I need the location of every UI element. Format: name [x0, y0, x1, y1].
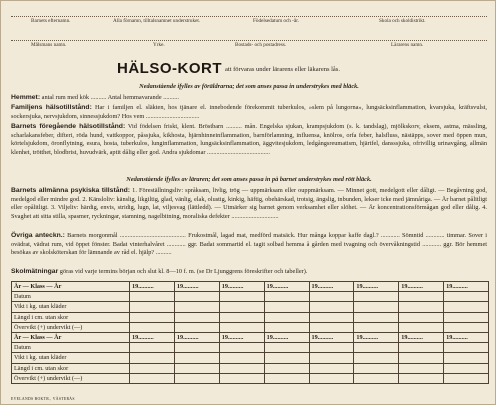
year-row-label: År — Klass — År — [12, 332, 130, 342]
header-line-1 — [11, 16, 487, 17]
family-health-section — [11, 104, 487, 121]
year-cell[interactable]: 19.......... — [264, 282, 309, 292]
year-cell[interactable]: 19.......... — [130, 282, 175, 292]
school-measurements-label: Skolmätningar — [11, 268, 59, 275]
field-school-label: Skola och skoldistrikt. — [379, 18, 426, 24]
field-teacher-label: Lärarens namn. — [391, 42, 424, 48]
year-row — [12, 282, 489, 292]
table-row — [12, 322, 489, 332]
year-cell[interactable]: 19.......... — [219, 332, 264, 342]
year-cell[interactable]: 19.......... — [444, 282, 489, 292]
home-section — [11, 94, 487, 103]
year-cell[interactable]: 19.......... — [354, 332, 399, 342]
field-address-label: Bostads- och postadress. — [235, 42, 287, 48]
previous-health-text: Vid födelsen friskt, klent. Bröstbarn .......... mån. Engelska sjukan, krampsjukdom (s. k. tandslag), mjölkskorv, eksem, astma, mässling, scharlakansfeber, difteri, röda hund, vattkoppor, påssjuka, kikhosta, hjärnhinneinflammation, barnförlamning, influensa, knölros, orfa feber, halsfluss, nästäpps, sover med öppen mun, körtelsjukdom, öronflytning, esura, hosta, tuberkulos, lunginflammation, lungsäcksinflammation, äggvitesjukdom, ledgångsreumatism, hjärtfel, dansssjuka, ofrivillig urinavgång, allmän klenhet, trötthet, blodbrist, huvudvärk, aptit dålig eller god. Andra sjukdomar ........................................ — [11, 123, 487, 156]
printer-footer: EVELANDS BOKTR., VÄSTERÅS — [11, 397, 75, 401]
table-row — [12, 363, 489, 373]
field-surname-label: Barnets efternamn. — [31, 18, 71, 24]
year-cell[interactable]: 19.......... — [399, 332, 444, 342]
table-row — [12, 292, 489, 302]
year-cell[interactable]: 19.......... — [309, 332, 354, 342]
year-row — [12, 332, 489, 342]
field-birthdate-label: Födelsedatum och -år. — [253, 18, 299, 24]
row-label-overweight: Övervikt (+) undervikt (—) — [12, 373, 130, 383]
table-row — [12, 353, 489, 363]
row-label-date: Datum — [12, 292, 130, 302]
field-firstnames-label: Alla förnamn, tilltalsnamnet understruket. — [113, 18, 201, 24]
year-cell[interactable]: 19.......... — [174, 332, 219, 342]
year-row-label: År — Klass — År — [12, 282, 130, 292]
year-cell[interactable]: 19.......... — [264, 332, 309, 342]
previous-health-section — [11, 123, 487, 157]
home-label: Hemmet: — [11, 94, 41, 101]
measurements-table — [11, 281, 489, 384]
row-label-height: Längd i cm. utan skor — [12, 312, 130, 322]
header-line-2 — [11, 40, 487, 41]
row-label-overweight: Övervikt (+) undervikt (—) — [12, 322, 130, 332]
year-cell[interactable]: 19.......... — [354, 282, 399, 292]
row-label-height: Längd i cm. utan skor — [12, 363, 130, 373]
home-text: antal rum med kök .......... Antal hemmavarande .......... — [41, 94, 179, 101]
other-notes-section — [11, 232, 487, 258]
psych-section — [11, 187, 487, 221]
family-health-label: Familjens hälsotillstånd: — [11, 104, 92, 111]
year-cell[interactable]: 19.......... — [219, 282, 264, 292]
table-row — [12, 373, 489, 383]
field-occupation-label: Yrke. — [153, 42, 165, 48]
year-cell[interactable]: 19.......... — [399, 282, 444, 292]
previous-health-label: Barnets föregående hälsotillstånd: — [11, 123, 126, 130]
table-row — [12, 312, 489, 322]
row-label-date: Datum — [12, 343, 130, 353]
card-subtitle: att förvaras under lärarens eller läkarens lås. — [225, 66, 340, 73]
school-measurements-text: göras vid varje termins början och slut kl. 8—10 f. m. (se Dr Ljunggrens föreskrifter och tabeller). — [59, 268, 308, 275]
teacher-instruction: Nedanstående ifylles av läraren; det som anses passa in på barnet understrykes med rött bläck. — [126, 176, 372, 183]
row-label-weight: Vikt i kg. utan kläder — [12, 353, 130, 363]
year-cell[interactable]: 19.......... — [309, 282, 354, 292]
psych-label: Barnets allmänna psykiska tillstånd: — [11, 187, 131, 194]
year-cell[interactable]: 19.......... — [444, 332, 489, 342]
other-notes-text: Barnets morgonmål .......................................... Frukostmål, lagad mat, medförd matsäck. Hur många koppar kaffe dagl.? ............ Sömntid ............ timmar. Sover i ovädrat, vädrat rum, vid öppet fönster. Badat vinterhalvåret ............ ggr. Badat sommartid el. tagit solbad hemma å gården med tvagning och övervåkningstid ............ ggr. Bör hemmet besökas av skolsköterskan för lämnande av råd el. hjälp? .......... — [11, 232, 487, 257]
school-measurements-section — [11, 268, 487, 277]
year-cell[interactable]: 19.......... — [130, 332, 175, 342]
field-guardian-label: Målsmans namn. — [31, 42, 67, 48]
row-label-weight: Vikt i kg. utan kläder — [12, 302, 130, 312]
year-cell[interactable]: 19.......... — [174, 282, 219, 292]
other-notes-label: Övriga anteckn.: — [11, 232, 65, 239]
table-row — [12, 343, 489, 353]
card-title: HÄLSO-KORT — [117, 60, 222, 77]
table-row — [12, 302, 489, 312]
family-health-text: Har i familjen el. släkten, hos tjänare el. innebodende förekommit tuberkulos, »slem på lungorna», lungsäcksinflammation, kvarsjuka, kräftsvulst, sockersjuka, nervsjukdom, sinnessjukdom? Hos vem .................................. — [11, 104, 487, 120]
psych-text: 1. Föreställningsliv: språksam, livlig, trög — uppmärksam eller ouppmärksam. — Minnet gott, medelgott eller dåligt. — Begåvning god, medelgod eller mindre god. 2. Känsloliv: känslig, likgiltig, glad, vänlig, elak, olustig, kinkig, häftig, obehärskad, trotsig, ängslig, inbunden, lekser icke med jämnåriga. — Är barnet pålitligt eller opålitligt. 3. Viljeliv: härdig, envis, stridig, lugn, lat, viljesvag (lättledd). — Utmärker sig barnet genom verksamhet eller slöhet. — Är koncentrationsförmågan god eller dålig. 4. Svaghet att sitta stilla, spasmer, ryckningar, stamning, nagelbitning, moraliska defekter .............................. — [11, 187, 488, 220]
parent-instruction: Nedanstående ifylles av föräldrarna; det som anses passa in understrykes med bläck. — [139, 83, 359, 90]
